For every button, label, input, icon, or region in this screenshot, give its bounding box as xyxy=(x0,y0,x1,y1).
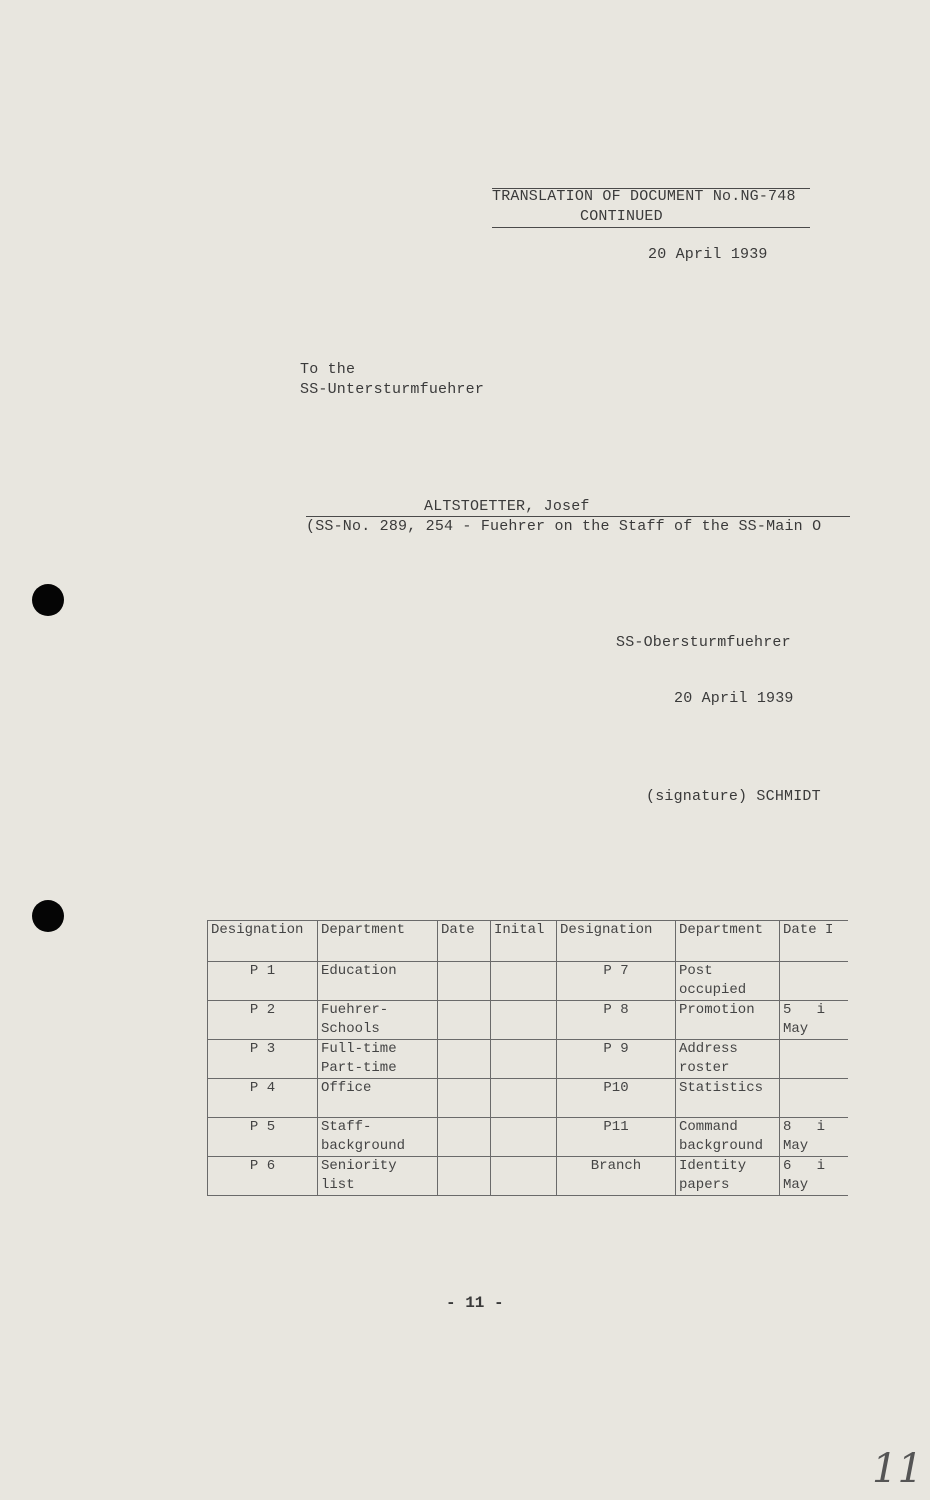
cell-designation: Branch xyxy=(557,1157,676,1196)
cell-department xyxy=(676,1157,780,1196)
addressee-line-2: SS-Untersturmfuehrer xyxy=(300,381,485,398)
cell-line: May xyxy=(783,1177,809,1193)
table-row xyxy=(208,1040,848,1079)
header-date: 20 April 1939 xyxy=(648,246,768,263)
table-row xyxy=(208,1001,848,1040)
cell-department: Statistics xyxy=(676,1079,780,1118)
cell-line: 5 i xyxy=(783,1002,826,1018)
punch-hole-top xyxy=(32,584,64,616)
cell-designation: P 4 xyxy=(208,1079,318,1118)
cell-line: Full-time xyxy=(321,1041,397,1057)
cell-department: Promotion xyxy=(676,1001,780,1040)
addressee-line-1: To the xyxy=(300,361,356,378)
table-row xyxy=(208,1079,848,1118)
cell-department xyxy=(318,1118,438,1157)
cell-designation: P 8 xyxy=(557,1001,676,1040)
page-number: - 11 - xyxy=(446,1294,504,1312)
cell-date xyxy=(438,1040,491,1079)
cell-initial xyxy=(491,1079,557,1118)
header-designation-1: Designation xyxy=(208,921,318,962)
cell-initial xyxy=(491,962,557,1001)
cell-initial xyxy=(491,1001,557,1040)
cell-date xyxy=(780,1157,848,1196)
title-overline xyxy=(492,188,810,189)
punch-hole-bottom xyxy=(32,900,64,932)
table-row xyxy=(208,1157,848,1196)
cell-line: May xyxy=(783,1021,809,1037)
cell-designation: P11 xyxy=(557,1118,676,1157)
cell-line: list xyxy=(321,1177,355,1193)
cell-designation: P 6 xyxy=(208,1157,318,1196)
cell-line: background xyxy=(679,1138,764,1154)
cell-department xyxy=(318,1001,438,1040)
cell-line: occupied xyxy=(679,982,747,998)
header-date-1: Date xyxy=(438,921,491,962)
cell-date xyxy=(780,1079,848,1118)
subject-detail: (SS-No. 289, 254 - Fuehrer on the Staff of the SS-Main O xyxy=(306,518,822,535)
cell-line: roster xyxy=(679,1060,730,1076)
cell-line: Command xyxy=(679,1119,738,1135)
cell-department xyxy=(318,1040,438,1079)
cell-designation: P10 xyxy=(557,1079,676,1118)
table-row xyxy=(208,962,848,1001)
cell-line: Post xyxy=(679,963,713,979)
sender-date: 20 April 1939 xyxy=(674,690,794,707)
header-initial: Inital xyxy=(491,921,557,962)
cell-line: Fuehrer- xyxy=(321,1002,389,1018)
cell-date xyxy=(780,962,848,1001)
cell-designation: P 3 xyxy=(208,1040,318,1079)
cell-line: Schools xyxy=(321,1021,380,1037)
signature-line: (signature) SCHMIDT xyxy=(646,788,821,805)
cell-designation: P 5 xyxy=(208,1118,318,1157)
cell-line: May xyxy=(783,1138,809,1154)
cell-initial xyxy=(491,1118,557,1157)
cell-initial xyxy=(491,1040,557,1079)
cell-designation: P 7 xyxy=(557,962,676,1001)
cell-line: Part-time xyxy=(321,1060,397,1076)
cell-date xyxy=(438,1118,491,1157)
cell-date xyxy=(780,1001,848,1040)
cell-line: papers xyxy=(679,1177,730,1193)
continued-label: CONTINUED xyxy=(580,208,663,225)
table-row xyxy=(208,1118,848,1157)
cell-line: Staff- xyxy=(321,1119,372,1135)
handwritten-page-mark: 11 xyxy=(872,1446,923,1492)
header-designation-2: Designation xyxy=(557,921,676,962)
cell-department: Office xyxy=(318,1079,438,1118)
cell-date xyxy=(438,1079,491,1118)
cell-line: Identity xyxy=(679,1158,747,1174)
cell-department xyxy=(676,962,780,1001)
cell-designation: P 9 xyxy=(557,1040,676,1079)
cell-department xyxy=(676,1040,780,1079)
title-underline xyxy=(492,227,810,228)
table-header-row xyxy=(208,921,848,962)
cell-date xyxy=(438,1157,491,1196)
cell-date xyxy=(780,1040,848,1079)
cell-line: 8 i xyxy=(783,1119,826,1135)
cell-line: Address xyxy=(679,1041,738,1057)
cell-designation: P 2 xyxy=(208,1001,318,1040)
cell-department xyxy=(318,1157,438,1196)
cell-line: Seniority xyxy=(321,1158,397,1174)
subject-name: ALTSTOETTER, Josef xyxy=(424,498,590,515)
distribution-table xyxy=(207,920,848,1196)
cell-initial xyxy=(491,1157,557,1196)
cell-line: 6 i xyxy=(783,1158,826,1174)
cell-designation: P 1 xyxy=(208,962,318,1001)
header-department-2: Department xyxy=(676,921,780,962)
header-date-2: Date I xyxy=(780,921,848,962)
cell-date xyxy=(438,962,491,1001)
cell-line: background xyxy=(321,1138,406,1154)
cell-date xyxy=(438,1001,491,1040)
header-department-1: Department xyxy=(318,921,438,962)
cell-department: Education xyxy=(318,962,438,1001)
document-title: TRANSLATION OF DOCUMENT No.NG-748 xyxy=(492,188,796,205)
subject-rule xyxy=(306,516,850,517)
sender-rank: SS-Obersturmfuehrer xyxy=(616,634,791,651)
cell-date xyxy=(780,1118,848,1157)
cell-department xyxy=(676,1118,780,1157)
